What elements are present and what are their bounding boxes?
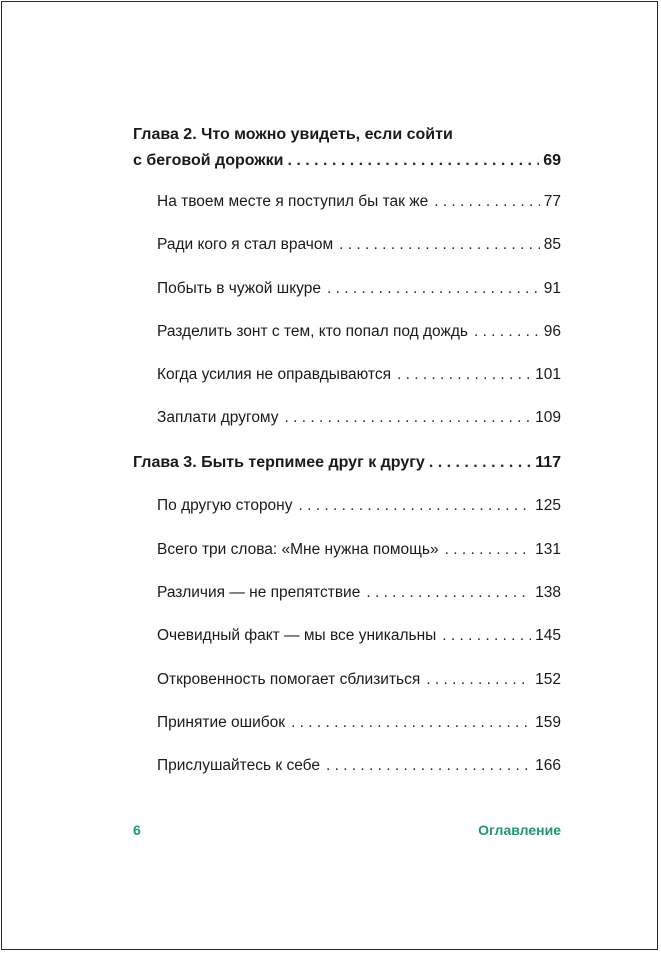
dot-leader xyxy=(366,581,531,605)
footer-page-number: 6 xyxy=(133,822,141,838)
chapter-page-number: 69 xyxy=(543,152,561,169)
section-page-number: 166 xyxy=(535,757,561,775)
section-title: Всего три слова: «Мне нужна помощь» xyxy=(157,540,439,558)
dot-leader xyxy=(287,148,539,174)
section-title: Ради кого я стал врачом xyxy=(157,236,334,254)
section-title: Прислушайтесь к себе xyxy=(157,757,320,775)
page-footer xyxy=(133,822,561,842)
section-entry[interactable] xyxy=(133,233,561,257)
section-title: Различия — не препятствие xyxy=(157,584,361,602)
section-entry[interactable] xyxy=(133,406,561,430)
section-page-number: 77 xyxy=(543,193,561,210)
section-entry[interactable] xyxy=(133,320,561,344)
section-entry[interactable] xyxy=(133,363,561,387)
section-entry[interactable] xyxy=(133,277,561,301)
section-page-number: 138 xyxy=(535,584,561,602)
section-title: Откровенность помогает сблизиться xyxy=(157,670,421,688)
dot-leader xyxy=(339,233,540,257)
dot-leader xyxy=(442,624,531,648)
table-of-contents xyxy=(133,122,561,798)
dot-leader xyxy=(327,277,540,301)
chapter-2-sections xyxy=(133,190,561,430)
dot-leader xyxy=(299,494,532,518)
dot-leader xyxy=(397,363,531,387)
section-page-number: 91 xyxy=(543,279,561,297)
section-entry[interactable] xyxy=(133,190,561,214)
dot-leader xyxy=(326,754,531,778)
dot-leader xyxy=(291,711,531,735)
dot-leader xyxy=(474,320,540,344)
dot-leader xyxy=(429,450,531,476)
section-title: Побыть в чужой шкуре xyxy=(157,279,321,297)
section-title: Очевидный факт — мы все уникальны xyxy=(157,627,437,645)
section-title: Разделить зонт с тем, кто попал под дождь xyxy=(157,322,468,340)
section-title: Принятие ошибок xyxy=(157,713,286,731)
footer-running-head: Оглавление xyxy=(478,822,561,838)
chapter-3-heading xyxy=(133,450,561,476)
chapter-title: Глава 3. Быть терпимее друг к другу xyxy=(133,454,425,472)
section-page-number: 101 xyxy=(535,366,561,384)
section-page-number: 96 xyxy=(543,322,561,340)
section-entry[interactable] xyxy=(133,754,561,778)
section-page-number: 145 xyxy=(535,627,561,645)
chapter-entry[interactable] xyxy=(133,148,561,174)
section-page-number: 152 xyxy=(535,670,561,688)
chapter-2-heading xyxy=(133,122,561,174)
section-title: Заплати другому xyxy=(157,409,279,427)
chapter-page-number: 117 xyxy=(535,454,561,472)
dot-leader xyxy=(434,190,540,214)
section-entry[interactable] xyxy=(133,538,561,562)
section-page-number: 109 xyxy=(535,409,561,427)
chapter-title-line: с беговой дорожки xyxy=(133,152,284,169)
section-page-number: 159 xyxy=(535,713,561,731)
section-title: Когда усилия не оправдываются xyxy=(157,366,391,384)
chapter-title-line: Глава 2. Что можно увидеть, если сойти xyxy=(133,126,453,143)
section-page-number: 131 xyxy=(535,540,561,558)
dot-leader xyxy=(445,538,532,562)
section-entry[interactable] xyxy=(133,668,561,692)
dot-leader xyxy=(285,406,532,430)
section-page-number: 125 xyxy=(535,497,561,515)
chapter-3-sections xyxy=(133,494,561,778)
chapter-entry[interactable] xyxy=(133,450,561,476)
section-title: На твоем месте я поступил бы так же xyxy=(157,193,429,210)
section-entry[interactable] xyxy=(133,711,561,735)
section-entry[interactable] xyxy=(133,581,561,605)
dot-leader xyxy=(426,668,531,692)
section-entry[interactable] xyxy=(133,624,561,648)
section-page-number: 85 xyxy=(543,236,561,254)
section-entry[interactable] xyxy=(133,494,561,518)
section-title: По другую сторону xyxy=(157,497,293,515)
